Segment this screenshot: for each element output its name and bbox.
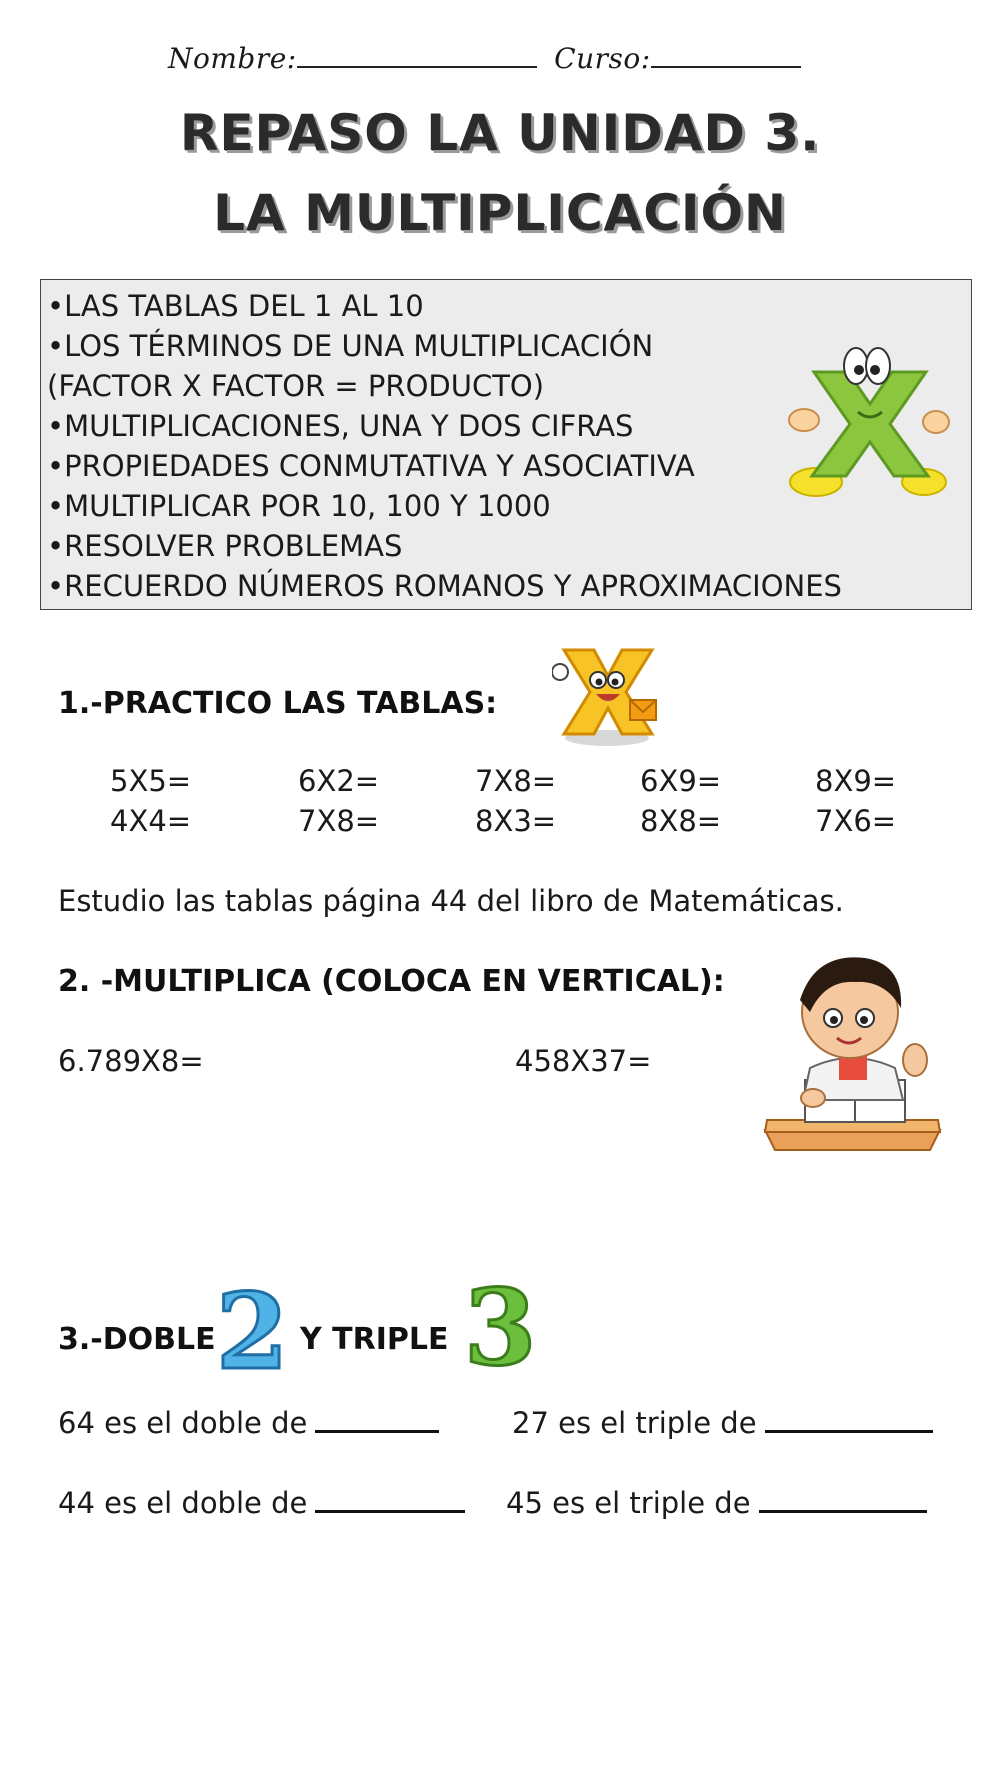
question-text: 44 es el doble de	[58, 1486, 308, 1520]
table-operation: 8X3=	[475, 804, 557, 838]
number-two-glyph: 2	[216, 1270, 289, 1393]
answer-blank[interactable]	[315, 1484, 465, 1513]
page-title-line2: LA MULTIPLICACIÓN	[213, 184, 787, 242]
table-operation: 7X8=	[298, 804, 380, 838]
summary-item: •PROPIEDADES CONMUTATIVA Y ASOCIATIVA	[47, 449, 695, 483]
green-x-mascot-icon	[786, 342, 951, 502]
table-operation: 7X6=	[815, 804, 897, 838]
number-three-icon	[464, 1266, 537, 1389]
course-field[interactable]	[651, 66, 801, 68]
table-operation: 8X9=	[815, 764, 897, 798]
page-title-line1: REPASO LA UNIDAD 3.	[179, 104, 821, 162]
question-text: 45 es el triple de	[506, 1486, 751, 1520]
study-note: Estudio las tablas página 44 del libro de Matemáticas.	[58, 884, 844, 918]
question-text: 64 es el doble de	[58, 1406, 308, 1440]
name-label: Nombre:	[168, 42, 297, 75]
answer-blank[interactable]	[315, 1404, 439, 1433]
double-question-1	[58, 1404, 439, 1440]
yellow-x-mascot-icon	[552, 642, 662, 748]
course-label: Curso:	[554, 42, 651, 75]
unit-summary-box	[40, 279, 972, 610]
multiplication-exercise: 6.789X8=	[58, 1044, 204, 1078]
summary-item: •MULTIPLICAR POR 10, 100 Y 1000	[47, 489, 551, 523]
number-three-glyph: 3	[464, 1266, 537, 1389]
number-two-icon	[216, 1270, 289, 1393]
table-operation: 6X9=	[640, 764, 722, 798]
summary-item: •LAS TABLAS DEL 1 AL 10	[47, 289, 424, 323]
section2-heading: 2. -MULTIPLICA (COLOCA EN VERTICAL):	[58, 964, 725, 999]
table-operation: 6X2=	[298, 764, 380, 798]
table-operation: 5X5=	[110, 764, 192, 798]
summary-item: •LOS TÉRMINOS DE UNA MULTIPLICACIÓN	[47, 329, 654, 363]
table-operation: 7X8=	[475, 764, 557, 798]
answer-blank[interactable]	[765, 1404, 933, 1433]
section1-heading: 1.-PRACTICO LAS TABLAS:	[58, 686, 498, 721]
summary-item: •MULTIPLICACIONES, UNA Y DOS CIFRAS	[47, 409, 634, 443]
summary-item: •RECUERDO NÚMEROS ROMANOS Y APROXIMACIONES	[47, 569, 842, 603]
table-operation: 4X4=	[110, 804, 192, 838]
answer-blank[interactable]	[759, 1484, 927, 1513]
section3-heading-triple: Y TRIPLE	[300, 1322, 449, 1357]
triple-question-2	[506, 1484, 927, 1520]
name-field[interactable]	[297, 66, 537, 68]
student-info-line	[168, 42, 868, 75]
summary-item: (FACTOR X FACTOR = PRODUCTO)	[47, 369, 545, 403]
summary-item: •RESOLVER PROBLEMAS	[47, 529, 403, 563]
multiplication-exercise: 458X37=	[515, 1044, 652, 1078]
table-operation: 8X8=	[640, 804, 722, 838]
boy-studying-icon	[755, 950, 950, 1155]
triple-question-1	[512, 1404, 933, 1440]
summary-list	[47, 286, 842, 606]
question-text: 27 es el triple de	[512, 1406, 757, 1440]
double-question-2	[58, 1484, 465, 1520]
section3-heading-double: 3.-DOBLE	[58, 1322, 216, 1357]
